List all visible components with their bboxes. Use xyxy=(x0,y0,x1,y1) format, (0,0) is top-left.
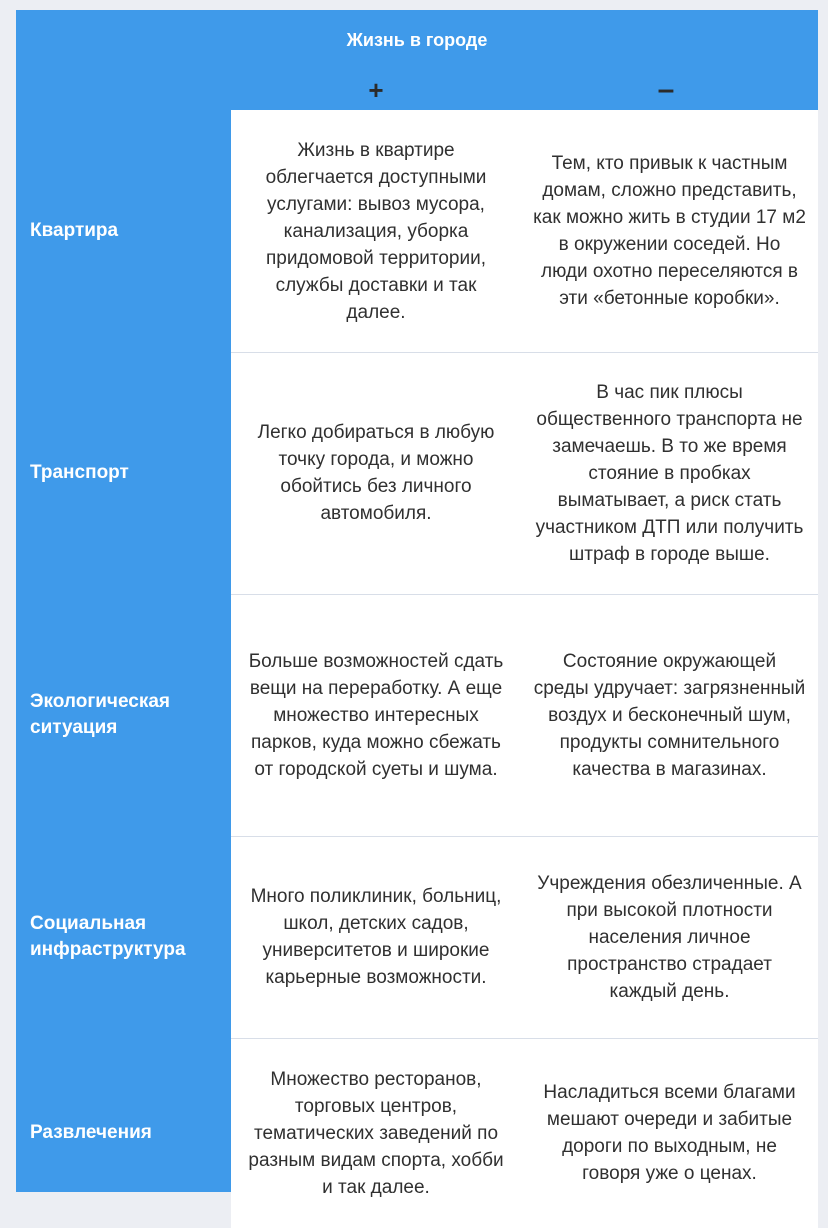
table-row xyxy=(16,594,818,836)
table-body xyxy=(16,110,818,1228)
column-headers xyxy=(16,70,818,114)
table-row xyxy=(16,110,818,352)
minus-column-header: – xyxy=(657,73,675,106)
table-row xyxy=(16,352,818,594)
row-divider xyxy=(231,1038,818,1039)
row-category: Квартира xyxy=(30,220,119,241)
con-cell: Состояние окружающей среды удручает: загрязненный воздух и бесконечный шум, продукты сомнительного качества в магазинах. xyxy=(521,594,818,836)
row-category: Транспорт xyxy=(30,462,129,483)
con-cell: Учреждения обезличенные. А при высокой плотности населения личное пространство страдает каждый день. xyxy=(521,836,818,1038)
row-divider xyxy=(231,836,818,837)
pro-cell: Жизнь в квартире облегчается доступными услугами: вывоз мусора, канализация, уборка придомовой территории, службы доставки и так далее. xyxy=(231,110,521,352)
table-title: Жизнь в городе xyxy=(346,30,488,50)
con-cell: В час пик плюсы общественного транспорта не замечаешь. В то же время стояние в пробках выматывает, а риск стать участником ДТП или получить штраф в городе выше. xyxy=(521,352,818,594)
plus-column-header: + xyxy=(368,75,384,105)
pro-cell: Множество ресторанов, торговых центров, тематических заведений по разным видам спорта, хобби и так далее. xyxy=(231,1038,521,1228)
pro-cell: Легко добираться в любую точку города, и можно обойтись без личного автомобиля. xyxy=(231,352,521,594)
con-cell: Насладиться всеми благами мешают очереди и забитые дороги по выходным, не говоря уже о ценах. xyxy=(521,1038,818,1228)
row-category: Экологическая ситуация xyxy=(30,691,171,738)
table-row xyxy=(16,836,818,1038)
pro-cell: Много поликлиник, больниц, школ, детских садов, университетов и широкие карьерные возможности. xyxy=(231,836,521,1038)
con-cell: Тем, кто привык к частным домам, сложно представить, как можно жить в студии 17 м2 в окружении соседей. Но люди охотно переселяются в эти «бетонные коробки». xyxy=(521,110,818,352)
row-divider xyxy=(231,352,818,353)
row-category: Социальная инфраструктура xyxy=(30,913,186,960)
row-category: Развлечения xyxy=(30,1122,152,1143)
pro-cell: Больше возможностей сдать вещи на переработку. А еще множество интересных парков, куда можно сбежать от городской суеты и шума. xyxy=(231,594,521,836)
row-divider xyxy=(231,594,818,595)
comparison-table xyxy=(16,10,818,1198)
